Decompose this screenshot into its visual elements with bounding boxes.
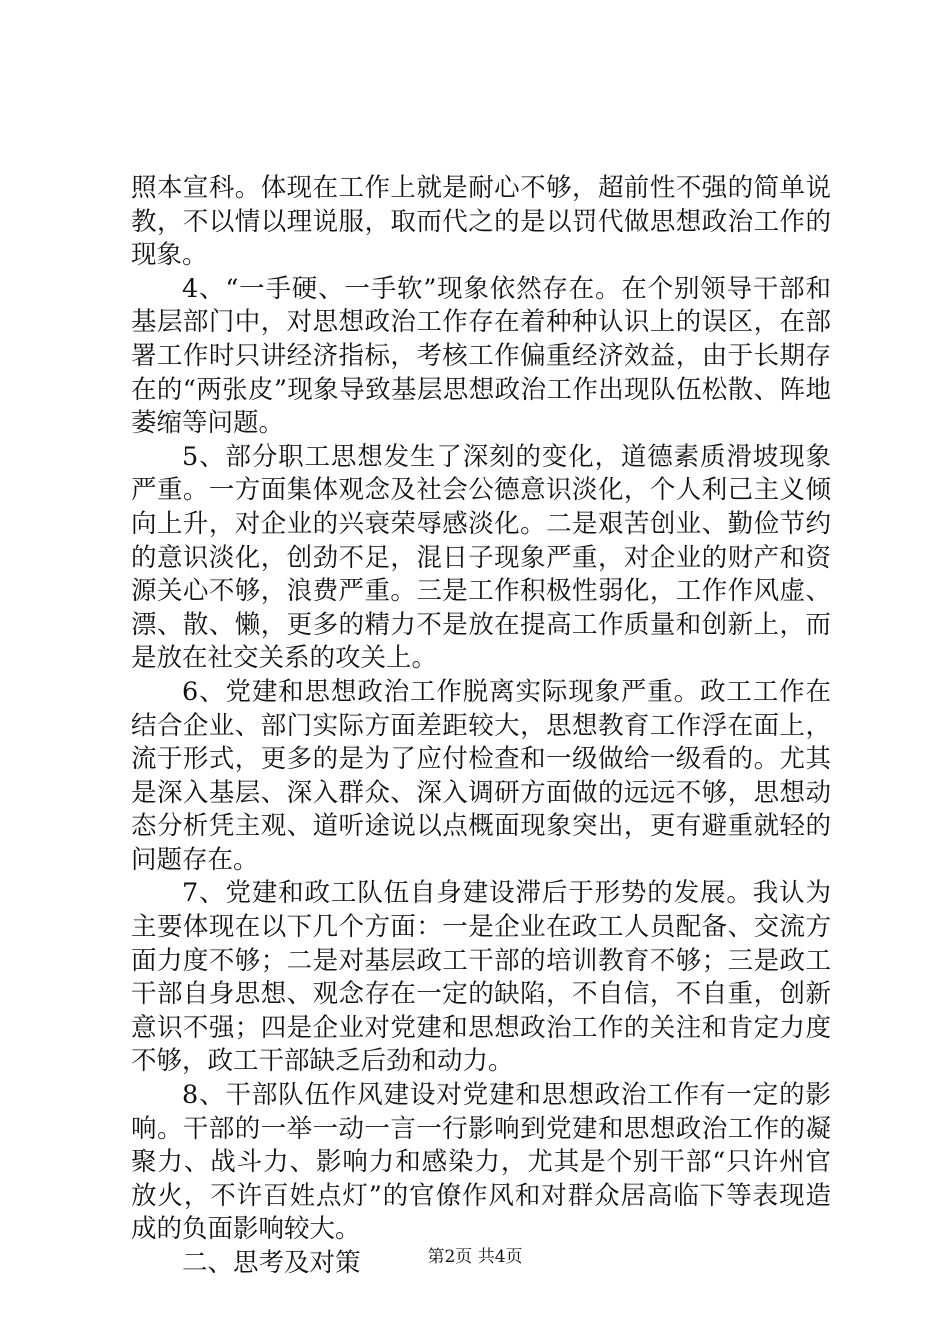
document-body: [131, 172, 831, 1281]
paragraph-item-6: 6、党建和思想政治工作脱离实际现象严重。政工工作在结合企业、部门实际方面差距较大，思想教育工作浮在面上，流于形式，更多的是为了应付检查和一级做给一级看的。尤其是深入基层、深入群众、深入调研方面做的远远不够，思想动态分析凭主观、道听途说以点概面现象突出，更有避重就轻的问题存在。: [131, 676, 831, 875]
paragraph-item-8: 8、干部队伍作风建设对党建和思想政治工作有一定的影响。干部的一举一动一言一行影响到党建和思想政治工作的凝聚力、战斗力、影响力和感染力，尤其是个别干部“只许州官放火，不许百姓点灯”的官僚作风和对群众居高临下等表现造成的负面影响较大。: [131, 1080, 831, 1245]
paragraph-item-4: 4、“一手硬、一手软”现象依然存在。在个别领导干部和基层部门中，对思想政治工作存在着种种认识上的误区，在部署工作时只讲经济指标，考核工作偏重经济效益，由于长期存在的“两张皮”现象导致基层思想政治工作出现队伍松散、阵地萎缩等问题。: [131, 273, 831, 439]
page-number-footer: 第2页 共4页: [427, 1247, 523, 1267]
paragraph-continuation: 照本宣科。体现在工作上就是耐心不够，超前性不强的简单说教，不以情以理说服，取而代之的是以罚代做思想政治工作的现象。: [131, 173, 831, 271]
section-heading: 二、思考及对策: [182, 1248, 361, 1278]
paragraph-item-5: 5、部分职工思想发生了深刻的变化，道德素质滑坡现象严重。一方面集体观念及社会公德意识淡化，个人利己主义倾向上升，对企业的兴衰荣辱感淡化。二是艰苦创业、勤俭节约的意识淡化，创劲不足，混日子现象严重，对企业的财产和资源关心不够，浪费严重。三是工作积极性弱化，工作作风虚、漂、散、懒，更多的精力不是放在提高工作质量和创新上，而是放在社交关系的攻关上。: [131, 441, 831, 674]
paragraph-item-7: 7、党建和政工队伍自身建设滞后于形势的发展。我认为主要体现在以下几个方面：一是企业在政工人员配备、交流方面力度不够；二是对基层政工干部的培训教育不够；三是政工干部自身思想、观念存在一定的缺陷，不自信，不自重，创新意识不强；四是企业对党建和思想政治工作的关注和肯定力度不够，政工干部缺乏后劲和动力。: [131, 878, 831, 1077]
